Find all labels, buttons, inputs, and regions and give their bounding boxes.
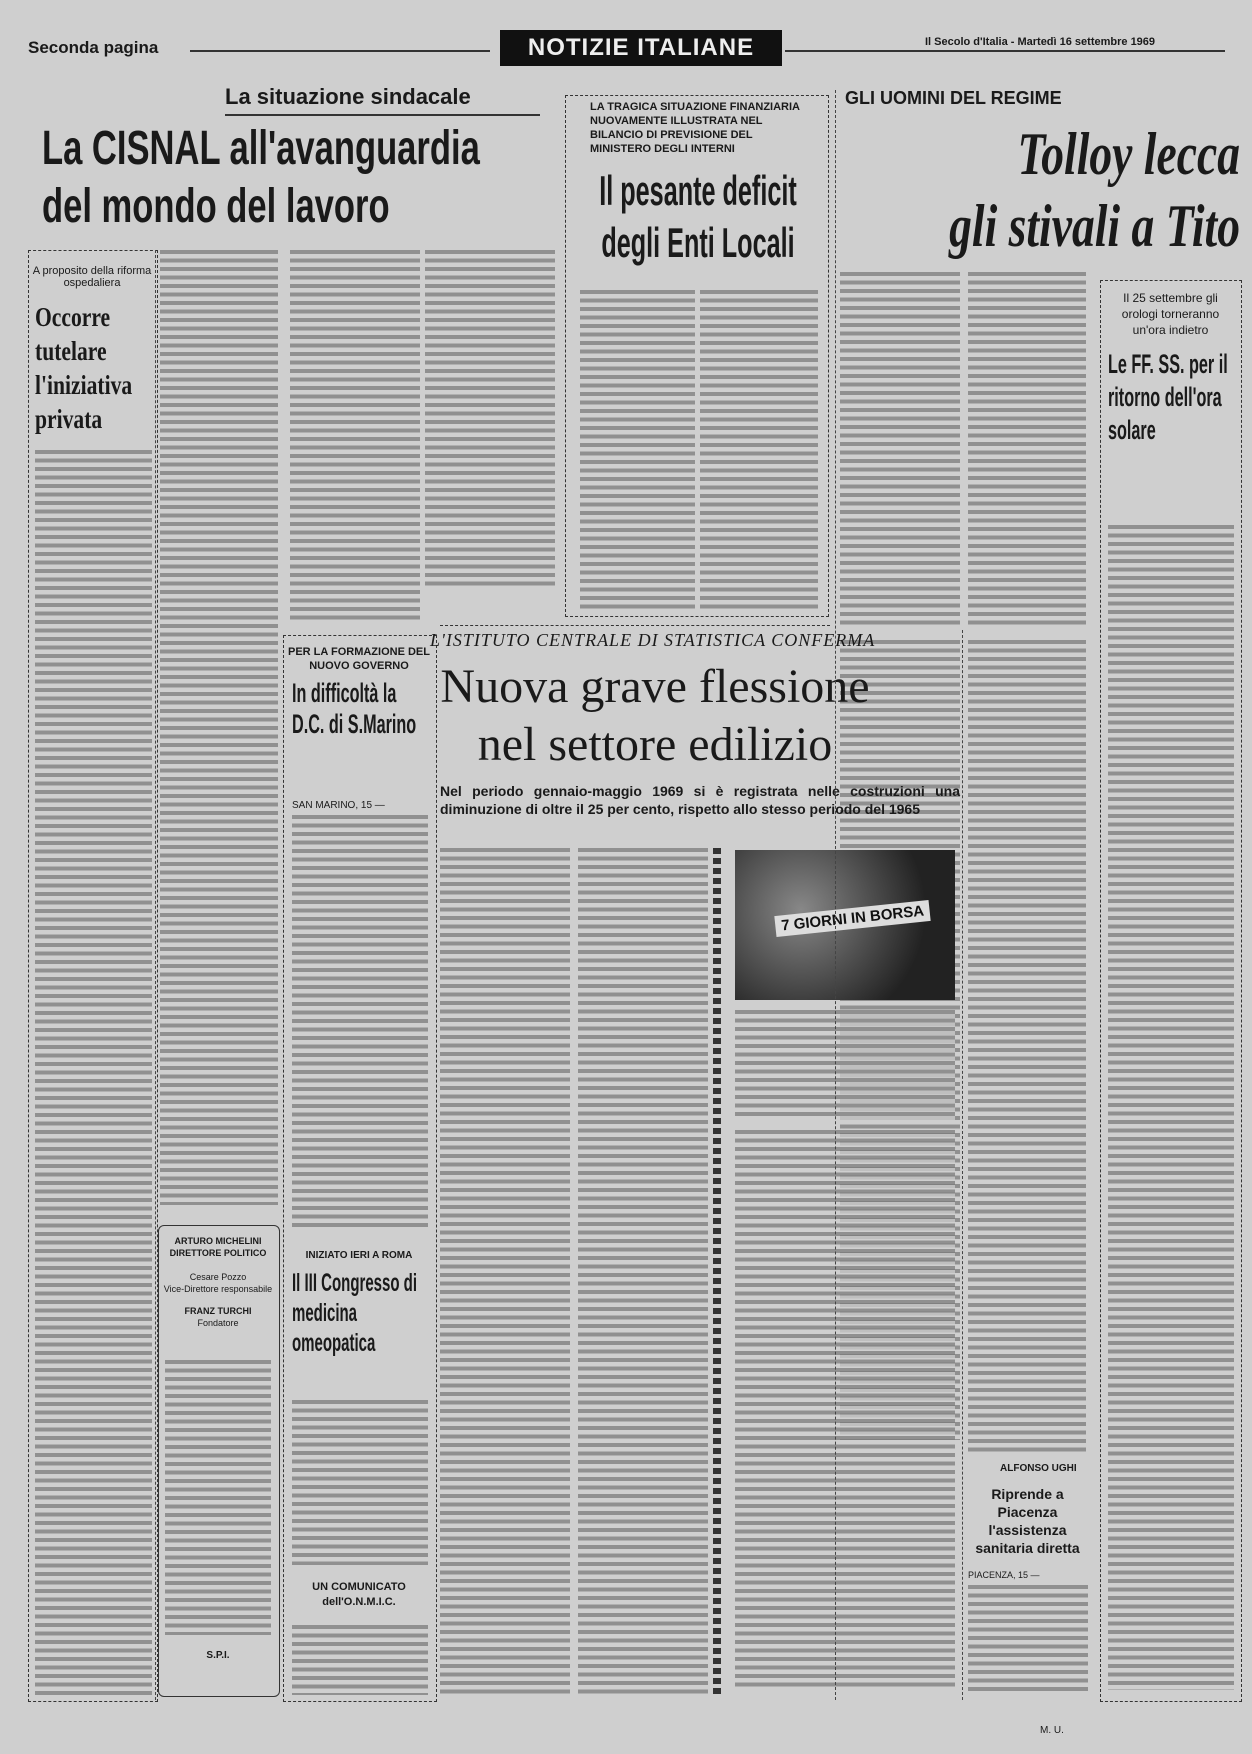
stock-exchange-photo: [735, 850, 955, 1000]
onmic-title: dell'O.N.M.I.C.: [322, 1596, 396, 1608]
article-body: [580, 290, 695, 610]
dateline: SAN MARINO, 15 —: [292, 800, 385, 811]
enti-headline: Il pesante deficit degli Enti Locali: [599, 167, 797, 266]
column-rule: [155, 250, 156, 1700]
congresso-headline: Il III Congresso di medicina omeopatica: [292, 1269, 418, 1357]
headline-line: Tolloy lecca: [1017, 121, 1240, 187]
article-body: [425, 250, 555, 590]
byline: ALFONSO UGHI: [1000, 1463, 1077, 1474]
article-body: [292, 1400, 428, 1565]
header-rule: [190, 50, 490, 52]
dateline: PIACENZA, 15 —: [968, 1570, 1040, 1580]
article-body: [35, 450, 152, 1695]
tolloy-kicker: GLI UOMINI DEL REGIME: [845, 88, 1062, 108]
headline-line: La CISNAL all'avanguardia: [42, 122, 480, 175]
tolloy-headline: [814, 118, 1240, 262]
article-body: [290, 250, 420, 620]
section-banner: NOTIZIE ITALIANE: [500, 30, 782, 66]
column-rule: [835, 90, 836, 1700]
column-rule: [962, 630, 963, 1700]
article-body: [1108, 525, 1234, 1690]
piacenza-headline: Riprende a Piacenza l'assistenza sanitaria diretta: [975, 1486, 1080, 1556]
rule: [440, 625, 830, 626]
colophon-printer: S.P.I.: [206, 1650, 230, 1661]
cisnal-kicker: La situazione sindacale: [225, 84, 471, 109]
headline-line: del mondo del lavoro: [42, 180, 390, 233]
ospedali-headline: Occorre tutelare l'iniziativa privata: [35, 302, 133, 434]
article-body: [700, 290, 818, 610]
headline-line: gli stivali a Tito: [949, 193, 1240, 259]
colophon-text: [165, 1360, 271, 1635]
byline: M. U.: [1040, 1725, 1064, 1736]
rule: [225, 114, 540, 116]
article-body: [968, 1585, 1088, 1695]
edilizio-kicker: L'ISTITUTO CENTRALE DI STATISTICA CONFERMA: [430, 630, 876, 650]
enti-kicker: LA TRAGICA SITUAZIONE FINANZIARIA NUOVAMENTE ILLUSTRATA NEL BILANCIO DI PREVISIONE DEL MINISTERO DEGLI INTERNI: [590, 101, 800, 155]
director-role: DIRETTORE POLITICO: [169, 1248, 267, 1258]
section-label: Seconda pagina: [28, 38, 159, 57]
article-body: [440, 848, 570, 1695]
article-body: [840, 272, 960, 625]
decorative-border: [713, 848, 721, 1695]
edilizio-headline: [420, 658, 890, 774]
founder-role: Fondatore: [197, 1318, 239, 1328]
onmic-headline: [288, 1580, 430, 1610]
onmic-kicker: UN COMUNICATO: [312, 1581, 406, 1593]
edilizio-subtitle: Nel periodo gennaio-maggio 1969 si è registrata nelle costruzioni una diminuzione di oltre il 25 per cento, rispetto allo stesso periodo del 1965: [440, 783, 960, 817]
article-body: [578, 848, 708, 1695]
sanmarino-kicker: PER LA FORMAZIONE DEL NUOVO GOVERNO: [288, 646, 430, 672]
photo-caption-text: [735, 1010, 955, 1120]
congresso-kicker: INIZIATO IERI A ROMA: [305, 1250, 413, 1261]
founder-name: FRANZ TURCHI: [184, 1306, 252, 1316]
masthead-date: Il Secolo d'Italia - Martedì 16 settembre 1969: [925, 36, 1156, 48]
ora-solare-headline: Le FF. SS. per il ritorno dell'ora solare: [1108, 349, 1228, 445]
article-body: [735, 1130, 955, 1690]
article-body: [968, 640, 1086, 1455]
article-body: [160, 250, 278, 1205]
ora-solare-kicker: Il 25 settembre gli orologi torneranno un'ora indietro: [1121, 291, 1220, 337]
colophon-director: [162, 1235, 274, 1329]
director-name: ARTURO MICHELINI: [174, 1236, 262, 1246]
photo-caption: 7 GIORNI IN BORSA: [774, 900, 931, 937]
article-body: [292, 815, 428, 1230]
article-body: [968, 272, 1086, 625]
ospedali-kicker: A proposito della riforma ospedaliera: [32, 265, 152, 289]
header-rule: [785, 50, 1225, 52]
article-body: [292, 1625, 428, 1695]
headline-line: nel settore edilizio: [477, 718, 833, 771]
cisnal-headline: [42, 120, 480, 236]
vice-name: Cesare Pozzo: [189, 1272, 247, 1282]
vice-role: Vice-Direttore responsabile: [163, 1284, 273, 1294]
headline-line: Nuova grave flessione: [440, 660, 870, 713]
sanmarino-headline: In difficoltà la D.C. di S.Marino: [292, 678, 417, 739]
